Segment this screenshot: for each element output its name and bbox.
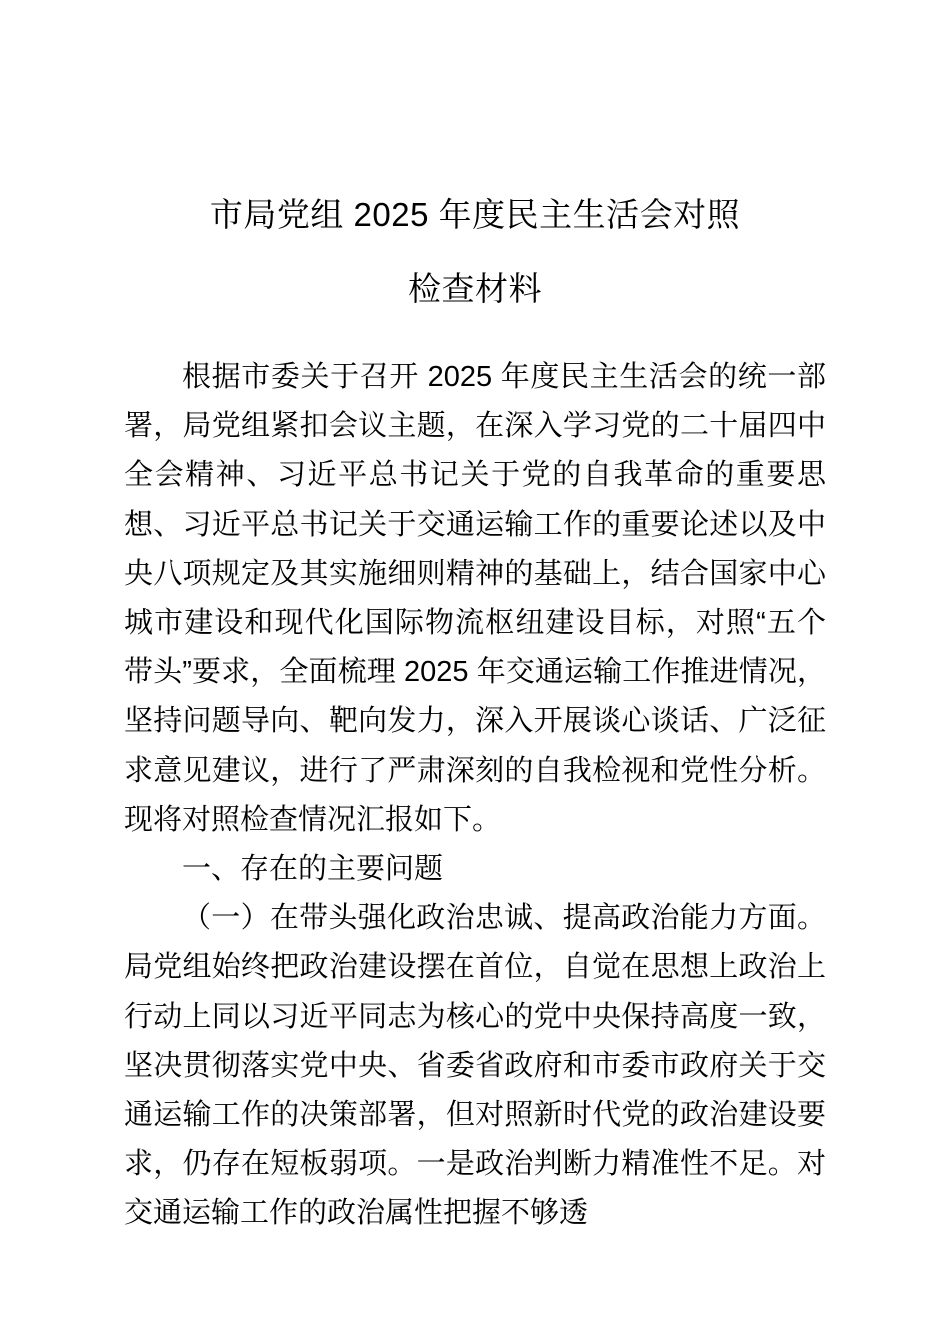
page-title-line-1: 市局党组 2025 年度民主生活会对照 bbox=[209, 196, 741, 233]
paragraph-subsection-one: （一）在带头强化政治忠诚、提高政治能力方面。局党组始终把政治建设摆在首位，自觉在思想上政治上行动上同以习近平同志为核心的党中央保持高度一致，坚决贯彻落实党中央、省委省政府和市委市政府关于交通运输工作的决策部署，但对照新时代党的政治建设要求，仍存在短板弱项。一是政治判断力精准性不足。对交通运输工作的政治属性把握不够透 bbox=[124, 902, 826, 1230]
paragraph-intro: 根据市委关于召开 2025 年度民主生活会的统一部署，局党组紧扣会议主题，在深入学习党的二十届四中全会精神、习近平总书记关于党的自我革命的重要思想、习近平总书记关于交通运输工作的重要论述以及中央八项规定及其实施细则精神的基础上，结合国家中心城市建设和现代化国际物流枢纽建设目标，对照“五个带头”要求，全面梳理 2025 年交通运输工作推进情况，坚持问题导向、靶向发力，深入开展谈心谈话、广泛征求意见建议，进行了严肃深刻的自我检视和党性分析。现将对照检查情况汇报如下。 bbox=[124, 361, 826, 836]
page-content bbox=[124, 0, 826, 1239]
page-title-line-2: 检查材料 bbox=[408, 270, 542, 307]
document-body bbox=[124, 353, 826, 1239]
page-title bbox=[124, 0, 826, 326]
section-heading-one: 一、存在的主要问题 bbox=[182, 853, 444, 886]
